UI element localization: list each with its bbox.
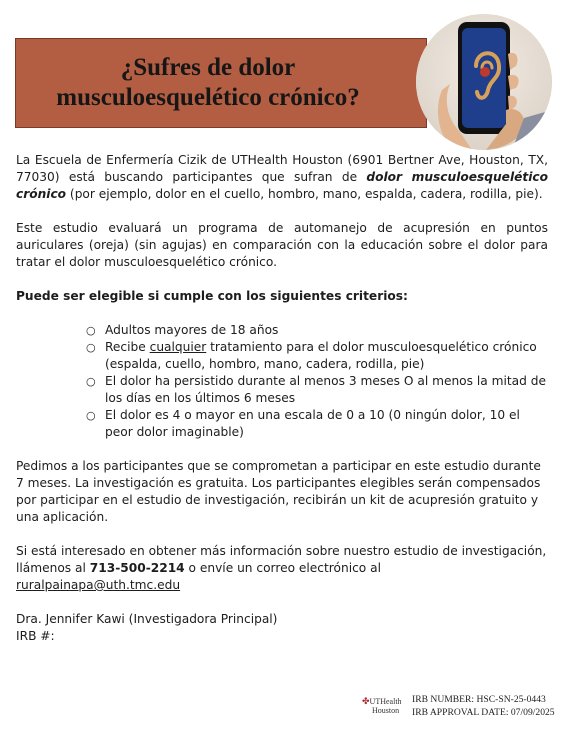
irb-info (412, 693, 555, 719)
logo-line-1: UTHealth (369, 697, 402, 706)
logo-mark-icon: ✤ (362, 696, 370, 706)
main-content (16, 152, 548, 645)
title-line-2: musculoesquelético crónico? (56, 84, 360, 111)
criteria-text-2b: tratamiento para el dolor musculoesquelético crónico (espalda, cuello, hombro, mano, cadera, rodilla, pie) (105, 340, 537, 371)
contact-text-2: o envíe un correo electrónico al (184, 561, 381, 575)
phone-ear-photo (416, 14, 552, 150)
irb-approval-date: IRB APPROVAL DATE: 07/09/2025 (412, 707, 555, 718)
bullet-icon: ○ (86, 324, 96, 337)
criteria-underlined: cualquier (149, 340, 207, 354)
intro-paragraph (16, 152, 548, 203)
irb-footer (362, 693, 562, 723)
criteria-text-3: El dolor ha persistido durante al menos 3 meses O al menos la mitad de los días en los últimos 6 meses (105, 374, 546, 405)
title-banner (15, 38, 427, 128)
criteria-heading: Puede ser elegible si cumple con los siguientes criterios: (16, 289, 408, 303)
signature-block (16, 611, 548, 645)
irb-label: IRB #: (16, 629, 55, 643)
investigator-name: Dra. Jennifer Kawi (Investigadora Principal) (16, 612, 278, 626)
contact-text-1: Si está interesado en obtener más información sobre nuestro estudio de investigación, llámenos al (16, 544, 547, 575)
study-paragraph: Este estudio evaluará un programa de automanejo de acupresión en puntos auriculares (oreja) (sin agujas) en comparación con la educación sobre el dolor para tratar el dolor musculoesquelético crónico. (16, 221, 548, 269)
intro-text-2: (por ejemplo, dolor en el cuello, hombro, mano, espalda, cadera, rodilla, pie). (66, 187, 543, 201)
intro-emphasis: dolor musculoesquelético crónico (16, 170, 548, 201)
hand-holding-phone-ear-icon (416, 14, 552, 150)
intro-text-1: La Escuela de Enfermería Cizik de UTHealth Houston (6901 Bertner Ave, Houston, TX, 77030) está buscando participantes que sufran de (16, 153, 548, 184)
email-link[interactable]: ruralpainapa@uth.tmc.edu (16, 578, 181, 592)
list-item (86, 322, 548, 339)
phone-number[interactable]: 713-500-2214 (89, 561, 185, 575)
criteria-list (16, 322, 548, 441)
criteria-text-2a: Recibe (105, 340, 150, 354)
criteria-text-4: El dolor es 4 o mayor en una escala de 0 a 10 (0 ningún dolor, 10 el peor dolor imaginable) (105, 408, 520, 439)
title-line-1: ¿Sufres de dolor (120, 54, 296, 81)
bullet-icon: ○ (86, 341, 96, 354)
uthealth-logo-icon (362, 697, 406, 715)
logo-line-2: Houston (372, 706, 400, 715)
commitment-paragraph: Pedimos a los participantes que se comprometan a participar en este estudio durante 7 meses. La investigación es gratuita. Los participantes elegibles serán compensados por participar en el estudio de investigación, recibirán un kit de acupresión gratuito y una aplicación. (16, 459, 541, 524)
bullet-icon: ○ (86, 375, 96, 388)
list-item (86, 407, 548, 441)
criteria-text-1: Adultos mayores de 18 años (105, 323, 279, 337)
page-title (16, 53, 400, 113)
list-item (86, 373, 548, 407)
list-item (86, 339, 548, 373)
contact-paragraph (16, 543, 548, 594)
irb-number: IRB NUMBER: HSC-SN-25-0443 (412, 694, 546, 705)
bullet-icon: ○ (86, 409, 96, 422)
